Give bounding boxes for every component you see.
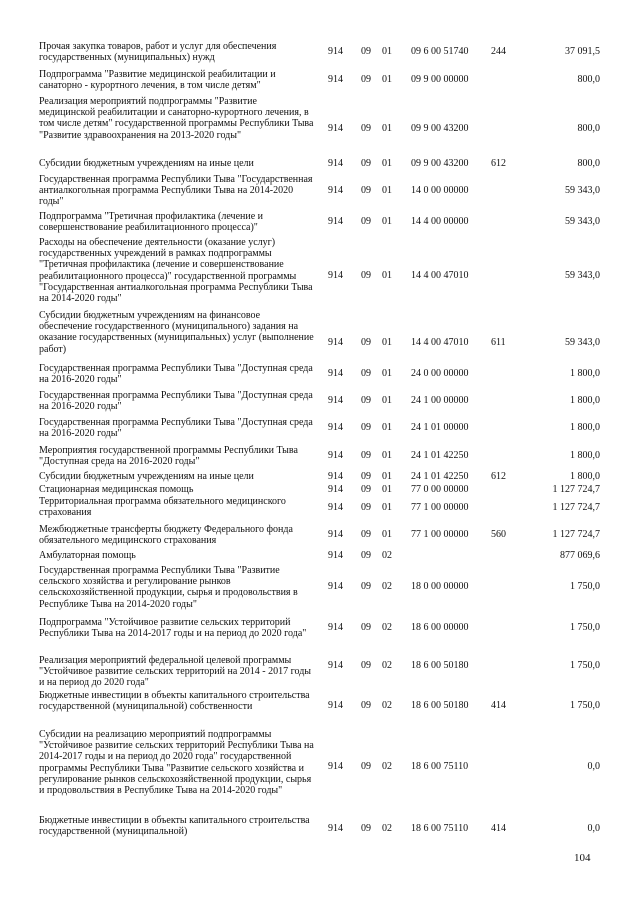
row-ministry-code: 914 [328, 450, 343, 461]
row-ministry-code: 914 [328, 216, 343, 227]
row-subsection-code: 01 [382, 502, 392, 513]
row-name: Государственная программа Республики Тыва "Государственная антиалкогольная программа Республики Тыва на 2014-2020 годы" [39, 174, 313, 208]
page-number: 104 [574, 852, 591, 864]
row-expense-type: 611 [491, 337, 506, 348]
row-amount: 1 800,0 [570, 368, 600, 379]
row-subsection-code: 01 [382, 484, 392, 495]
row-subsection-code: 01 [382, 450, 392, 461]
row-name: Прочая закупка товаров, работ и услуг для обеспечения государственных (муниципальных) нужд [39, 41, 277, 64]
row-target-code: 09 9 00 00000 [411, 74, 469, 85]
row-section-code: 09 [361, 660, 371, 671]
row-expense-type: 612 [491, 158, 506, 169]
row-target-code: 18 6 00 75110 [411, 761, 469, 772]
row-amount: 1 800,0 [570, 422, 600, 433]
row-ministry-code: 914 [328, 660, 343, 671]
row-section-code: 09 [361, 700, 371, 711]
row-subsection-code: 02 [382, 550, 392, 561]
row-subsection-code: 01 [382, 270, 392, 281]
row-target-code: 77 1 00 00000 [411, 502, 469, 513]
row-amount: 1 127 724,7 [552, 529, 600, 540]
row-target-code: 24 1 01 42250 [411, 471, 469, 482]
row-name: Амбулаторная помощь [39, 550, 136, 561]
row-section-code: 09 [361, 502, 371, 513]
row-amount: 0,0 [587, 823, 600, 834]
row-ministry-code: 914 [328, 529, 343, 540]
row-subsection-code: 01 [382, 395, 392, 406]
row-section-code: 09 [361, 270, 371, 281]
row-subsection-code: 01 [382, 123, 392, 134]
row-subsection-code: 01 [382, 185, 392, 196]
row-ministry-code: 914 [328, 761, 343, 772]
row-amount: 1 800,0 [570, 450, 600, 461]
row-name: Реализация мероприятий федеральной целевой программы "Устойчивое развитие сельских территорий на 2014 - 2017 годы и на период до 2020 года" [39, 655, 311, 689]
row-amount: 1 750,0 [570, 622, 600, 633]
row-target-code: 09 9 00 43200 [411, 158, 469, 169]
row-subsection-code: 02 [382, 823, 392, 834]
row-amount: 1 127 724,7 [552, 484, 600, 495]
row-amount: 59 343,0 [565, 216, 600, 227]
row-name: Бюджетные инвестиции в объекты капитального строительства государственной (муниципальной) [39, 815, 310, 838]
row-subsection-code: 01 [382, 529, 392, 540]
row-section-code: 09 [361, 46, 371, 57]
row-section-code: 09 [361, 622, 371, 633]
row-section-code: 09 [361, 185, 371, 196]
row-expense-type: 612 [491, 471, 506, 482]
row-target-code: 24 1 01 42250 [411, 450, 469, 461]
row-name: Государственная программа Республики Тыва "Доступная среда на 2016-2020 годы" [39, 363, 313, 386]
row-expense-type: 414 [491, 700, 506, 711]
row-name: Стационарная медицинская помощь [39, 484, 194, 495]
row-section-code: 09 [361, 123, 371, 134]
row-name: Государственная программа Республики Тыва "Доступная среда на 2016-2020 годы" [39, 417, 313, 440]
row-ministry-code: 914 [328, 471, 343, 482]
row-section-code: 09 [361, 422, 371, 433]
row-amount: 1 800,0 [570, 471, 600, 482]
row-ministry-code: 914 [328, 550, 343, 561]
row-subsection-code: 01 [382, 368, 392, 379]
row-section-code: 09 [361, 484, 371, 495]
row-section-code: 09 [361, 529, 371, 540]
row-subsection-code: 01 [382, 422, 392, 433]
row-subsection-code: 02 [382, 622, 392, 633]
row-subsection-code: 02 [382, 700, 392, 711]
row-ministry-code: 914 [328, 368, 343, 379]
row-target-code: 18 6 00 50180 [411, 700, 469, 711]
row-section-code: 09 [361, 823, 371, 834]
row-name: Государственная программа Республики Тыва "Развитие сельского хозяйства и регулирование рынков сельскохозяйственной продукции, сырья и продовольствия в Республике Тыва на 2014-2020 годы" [39, 565, 298, 610]
row-name: Государственная программа Республики Тыва "Доступная среда на 2016-2020 годы" [39, 390, 313, 413]
row-section-code: 09 [361, 216, 371, 227]
row-ministry-code: 914 [328, 337, 343, 348]
row-ministry-code: 914 [328, 502, 343, 513]
row-name: Бюджетные инвестиции в объекты капитального строительства государственной (муниципальной) собственности [39, 690, 310, 713]
row-name: Реализация мероприятий подпрограммы "Развитие медицинской реабилитации и санаторно-курортного лечения, в том числе детям" государственной программы Республики Тыва "Развитие здравоохранения на 2013-2020 годы" [39, 96, 314, 141]
row-ministry-code: 914 [328, 158, 343, 169]
row-target-code: 09 9 00 43200 [411, 123, 469, 134]
row-target-code: 09 6 00 51740 [411, 46, 469, 57]
row-subsection-code: 01 [382, 471, 392, 482]
row-subsection-code: 02 [382, 761, 392, 772]
row-target-code: 77 1 00 00000 [411, 529, 469, 540]
row-subsection-code: 02 [382, 581, 392, 592]
row-name: Субсидии бюджетным учреждениям на иные цели [39, 158, 254, 169]
row-ministry-code: 914 [328, 46, 343, 57]
row-target-code: 14 0 00 00000 [411, 185, 469, 196]
row-ministry-code: 914 [328, 484, 343, 495]
row-name: Мероприятия государственной программы Республики Тыва "Доступная среда на 2016-2020 годы" [39, 445, 298, 468]
row-amount: 0,0 [587, 761, 600, 772]
row-target-code: 14 4 00 00000 [411, 216, 469, 227]
row-target-code: 18 6 00 00000 [411, 622, 469, 633]
row-amount: 800,0 [577, 123, 600, 134]
row-name: Расходы на обеспечение деятельности (оказание услуг) государственных учреждений в рамках подпрограммы "Третичная профилактика (лечение и совершенствование реабилитационного процесса)" государственной программы "Государственная антиалкогольная программа Республики Тыва на 2014-2020 годы" [39, 237, 313, 305]
row-target-code: 24 1 00 00000 [411, 395, 469, 406]
row-section-code: 09 [361, 471, 371, 482]
row-target-code: 77 0 00 00000 [411, 484, 469, 495]
row-section-code: 09 [361, 450, 371, 461]
row-name: Межбюджетные трансферты бюджету Федерального фонда обязательного медицинского страхования [39, 524, 293, 547]
row-section-code: 09 [361, 368, 371, 379]
row-target-code: 14 4 00 47010 [411, 337, 469, 348]
row-amount: 59 343,0 [565, 185, 600, 196]
row-amount: 59 343,0 [565, 270, 600, 281]
row-target-code: 18 6 00 50180 [411, 660, 469, 671]
row-name: Подпрограмма "Третичная профилактика (лечение и совершенствование реабилитационного процесса)" [39, 211, 264, 234]
row-ministry-code: 914 [328, 700, 343, 711]
row-ministry-code: 914 [328, 622, 343, 633]
row-ministry-code: 914 [328, 74, 343, 85]
row-subsection-code: 01 [382, 46, 392, 57]
row-target-code: 18 0 00 00000 [411, 581, 469, 592]
row-subsection-code: 02 [382, 660, 392, 671]
row-subsection-code: 01 [382, 74, 392, 85]
row-ministry-code: 914 [328, 422, 343, 433]
row-amount: 800,0 [577, 74, 600, 85]
row-name: Подпрограмма "Развитие медицинской реабилитации и санаторно - курортного лечения, в том числе детям" [39, 69, 276, 92]
row-ministry-code: 914 [328, 395, 343, 406]
row-ministry-code: 914 [328, 823, 343, 834]
row-expense-type: 244 [491, 46, 506, 57]
row-section-code: 09 [361, 74, 371, 85]
row-expense-type: 414 [491, 823, 506, 834]
row-target-code: 24 0 00 00000 [411, 368, 469, 379]
row-section-code: 09 [361, 761, 371, 772]
row-amount: 1 750,0 [570, 581, 600, 592]
row-amount: 877 069,6 [560, 550, 600, 561]
row-target-code: 14 4 00 47010 [411, 270, 469, 281]
row-section-code: 09 [361, 158, 371, 169]
row-subsection-code: 01 [382, 337, 392, 348]
row-expense-type: 560 [491, 529, 506, 540]
row-amount: 1 750,0 [570, 660, 600, 671]
row-name: Подпрограмма "Устойчивое развитие сельских территорий Республики Тыва на 2014-2017 годы и на период до 2020 года" [39, 617, 307, 640]
row-amount: 1 800,0 [570, 395, 600, 406]
row-subsection-code: 01 [382, 158, 392, 169]
row-target-code: 24 1 01 00000 [411, 422, 469, 433]
row-name: Субсидии бюджетным учреждениям на иные цели [39, 471, 254, 482]
row-section-code: 09 [361, 395, 371, 406]
row-ministry-code: 914 [328, 185, 343, 196]
row-ministry-code: 914 [328, 270, 343, 281]
row-ministry-code: 914 [328, 581, 343, 592]
row-subsection-code: 01 [382, 216, 392, 227]
row-name: Территориальная программа обязательного медицинского страхования [39, 496, 286, 519]
row-amount: 37 091,5 [565, 46, 600, 57]
row-section-code: 09 [361, 581, 371, 592]
row-amount: 800,0 [577, 158, 600, 169]
row-amount: 1 127 724,7 [552, 502, 600, 513]
row-name: Субсидии бюджетным учреждениям на финансовое обеспечение государственного (муниципального) задания на оказание государственных (муниципальных) услуг (выполнение работ) [39, 310, 314, 355]
row-section-code: 09 [361, 337, 371, 348]
row-target-code: 18 6 00 75110 [411, 823, 469, 834]
row-ministry-code: 914 [328, 123, 343, 134]
row-name: Субсидии на реализацию мероприятий подпрограммы "Устойчивое развитие сельских территорий Республики Тыва на 2014-2017 годы и на период до 2020 года" государственной программы Республики Тыва "Развитие сельского хозяйства и регулирование рынков сельскохозяйственной продукции, сырья и продовольствия в Республике Тыва на 2014-2020 годы" [39, 729, 314, 797]
row-section-code: 09 [361, 550, 371, 561]
row-amount: 1 750,0 [570, 700, 600, 711]
row-amount: 59 343,0 [565, 337, 600, 348]
